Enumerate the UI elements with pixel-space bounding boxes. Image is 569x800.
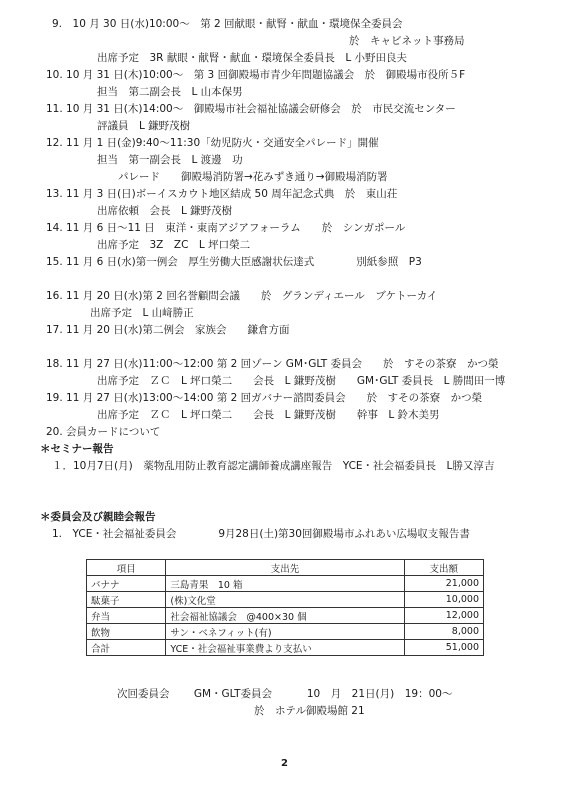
text-line-s2a: 1. YCE・社会福祉委員会 9月28日(土)第30回御殿場市ふれあい広場収支報告書 bbox=[52, 528, 470, 540]
text-line-l14a: 14. 11 月 6 日～11 日 東洋・東南アジアフォーラム 於 シンガポール bbox=[46, 222, 406, 234]
cell-amount: 8,000 bbox=[404, 624, 483, 640]
cell-item: 飲物 bbox=[87, 624, 166, 640]
text-line-l12b: 担当 第一副会長 L 渡邊 功 bbox=[97, 154, 243, 166]
text-line-l12c: パレード 御殿場消防署→花みずき通り→御殿場消防署 bbox=[118, 171, 388, 183]
text-line-s2: ＊委員会及び親睦会報告 bbox=[40, 511, 156, 523]
cell-amount: 10,000 bbox=[404, 592, 483, 608]
table-row bbox=[87, 576, 484, 592]
text-line-l9c: 出席予定 3R 献眼・献腎・献血・環境保全委員長 L 小野田良夫 bbox=[97, 52, 407, 64]
text-line-l16b: 出席予定 L 山﨑勝正 bbox=[90, 307, 194, 319]
text-line-l17a: 17. 11 月 20 日(水)第二例会 家族会 鎌倉方面 bbox=[46, 324, 290, 336]
header-item: 項目 bbox=[87, 560, 166, 576]
cell-payee: (株)文化堂 bbox=[166, 592, 404, 608]
text-line-l16a: 16. 11 月 20 日(水)第 2 回名誉顧問会議 於 グランディエール ブケトーカイ bbox=[46, 290, 438, 302]
text-line-n1: 次回委員会 GM・GLT委員会 10 月 21日(月) 19：00～ bbox=[117, 688, 453, 700]
cell-payee: 三島青果 10 箱 bbox=[166, 576, 404, 592]
text-line-l18a: 18. 11 月 27 日(水)11:00～12:00 第 2 回ゾーン GM･GLT 委員会 於 すその茶寮 かつ榮 bbox=[46, 358, 499, 370]
text-line-l13b: 出席依頼 会長 L 鎌野茂樹 bbox=[97, 205, 233, 217]
cell-payee: 社会福祉協議会 @400×30 個 bbox=[166, 608, 404, 624]
text-line-l10b: 担当 第二副会長 L 山本保男 bbox=[97, 86, 243, 98]
text-line-l14b: 出席予定 3Z ZC L 坪口榮二 bbox=[97, 239, 251, 251]
table-row bbox=[87, 608, 484, 624]
header-payee: 支出先 bbox=[166, 560, 404, 576]
cell-item: 弁当 bbox=[87, 608, 166, 624]
text-line-l18b: 出席予定 ＺＣ L 坪口榮二 会長 L 鎌野茂樹 GM･GLT 委員長 L 勝間田一博 bbox=[97, 375, 506, 387]
page-number: 2 bbox=[281, 758, 288, 769]
text-line-l11b: 評議員 L 鎌野茂樹 bbox=[97, 120, 191, 132]
text-line-l15a: 15. 11 月 6 日(水)第一例会 厚生労働大臣感謝状伝達式 別紙参照 P3 bbox=[46, 256, 422, 268]
text-line-l12a: 12. 11 月 1 日(金)9:40～11:30「幼児防火・交通安全パレード」開催 bbox=[46, 137, 379, 149]
table-row bbox=[87, 592, 484, 608]
cell-item: 合計 bbox=[87, 640, 166, 656]
text-line-l9b: 於 キャビネット事務局 bbox=[349, 35, 465, 47]
text-line-l20a: 20. 会員カードについて bbox=[46, 426, 161, 438]
text-line-s1a: １．10月7日(月) 薬物乱用防止教育認定講師養成講座報告 YCE・社会福委員長 L勝又淳吉 bbox=[52, 460, 495, 472]
cell-amount: 21,000 bbox=[404, 576, 483, 592]
text-line-l10a: 10. 10 月 31 日(木)10:00～ 第 3 回御殿場市青少年問題協議会 於 御殿場市役所５F bbox=[46, 69, 466, 81]
cell-item: バナナ bbox=[87, 576, 166, 592]
header-amount: 支出額 bbox=[404, 560, 483, 576]
cell-payee: YCE・社会福祉事業費より支払い bbox=[166, 640, 404, 656]
text-line-l19b: 出席予定 ＺＣ L 坪口榮二 会長 L 鎌野茂樹 幹事 L 鈴木美男 bbox=[97, 409, 440, 421]
cell-payee: サン・ベネフィット(有) bbox=[166, 624, 404, 640]
text-line-l19a: 19. 11 月 27 日(水)13:00～14:00 第 2 回ガバナー諮問委員会 於 すその茶寮 かつ榮 bbox=[46, 392, 483, 404]
text-line-l9a: 9. 10 月 30 日(水)10:00～ 第 2 回献眼・献腎・献血・環境保全委員会 bbox=[52, 18, 403, 30]
cell-amount: 51,000 bbox=[404, 640, 483, 656]
text-line-s1: ＊セミナー報告 bbox=[40, 443, 114, 455]
table-header-row bbox=[87, 560, 484, 576]
text-line-l13a: 13. 11 月 3 日(日)ボーイスカウト地区結成 50 周年記念式典 於 東山荘 bbox=[46, 188, 398, 200]
cell-item: 駄菓子 bbox=[87, 592, 166, 608]
text-line-l11a: 11. 10 月 31 日(木)14:00～ 御殿場市社会福祉協議会研修会 於 市民交流センター bbox=[46, 103, 456, 115]
table-row bbox=[87, 624, 484, 640]
cell-amount: 12,000 bbox=[404, 608, 483, 624]
expense-table bbox=[86, 559, 484, 656]
table-total-row bbox=[87, 640, 484, 656]
text-line-n2: 於 ホテル御殿場館 21 bbox=[254, 705, 365, 717]
